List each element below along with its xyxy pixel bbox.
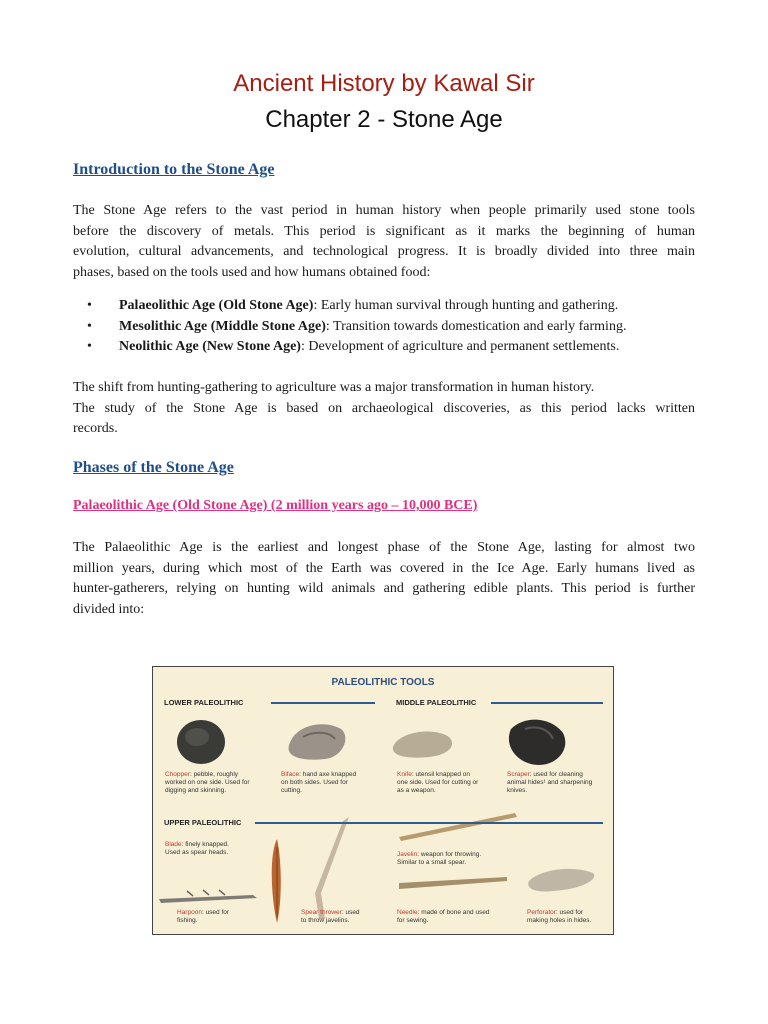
upper-rule <box>255 822 603 824</box>
knife-caption: Knife: utensil knapped on one side. Used for cutting or as a weapon. <box>397 771 479 794</box>
text-line: The Palaeolithic Age is the earliest and longest phase of the Stone Age, lasting for almost two <box>73 540 695 555</box>
biface-image <box>289 724 346 759</box>
text-line: The study of the Stone Age is based on archaeological discoveries, as this period lacks written <box>73 400 695 416</box>
harpoon-image <box>159 895 257 903</box>
upper-paleolithic-label: UPPER PALEOLITHIC <box>164 818 242 827</box>
lower-rule <box>271 702 375 704</box>
text-line: divided into: <box>73 601 145 617</box>
list-item-text: : Development of agriculture and permanent settlements. <box>300 339 620 354</box>
list-item-text: : Early human survival through hunting and gathering. <box>313 298 619 313</box>
list-item: • Palaeolithic Age (Old Stone Age): Early human survival through hunting and gathering. <box>87 298 619 313</box>
middle-paleolithic-label: MIDDLE PALEOLITHIC <box>396 698 477 707</box>
text-line: evolution, cultural advancements, and technological progress. It is broadly divided into three main <box>73 244 695 259</box>
intro-paragraph <box>73 201 695 283</box>
phases-heading: Phases of the Stone Age <box>73 459 234 476</box>
intro-heading: Introduction to the Stone Age <box>73 161 275 178</box>
spear-thrower-image <box>315 817 349 919</box>
palaeolithic-paragraph <box>73 538 695 620</box>
scraper-caption: Scraper: used for cleaning animal hides¹ and sharpening knives. <box>507 771 593 794</box>
chopper-caption: Chopper: pebble, roughly worked on one side. Used for digging and skinning. <box>165 771 250 794</box>
list-item-term: Mesolithic Age (Middle Stone Age) <box>119 318 326 334</box>
text-line: phases, based on the tools used and how humans obtained food: <box>73 264 431 280</box>
knife-image <box>393 732 452 758</box>
phase-list <box>73 296 695 358</box>
blade-caption: Blade: finely knapped. Used as spear heads. <box>165 841 229 856</box>
harpoon-caption: Harpoon: used for fishing. <box>177 909 230 924</box>
palaeolithic-heading: Palaeolithic Age (Old Stone Age) (2 million years ago – 10,000 BCE) <box>73 498 478 513</box>
spear-thrower-caption: Spear thrower: used to throw javelins. <box>301 909 360 924</box>
text-line: The Stone Age refers to the vast period in human history when people primarily used stone tools <box>73 203 695 218</box>
figure-title: PALEOLITHIC TOOLS <box>331 677 435 688</box>
text-line: records. <box>73 421 118 436</box>
text-line: before the discovery of metals. This period is significant as it marks the beginning of human <box>73 223 695 239</box>
tools-illustration <box>153 667 613 934</box>
text-line: hunter-gatherers, relying on hunting wild animals and gathering edible plants. This period is further <box>73 581 695 596</box>
list-item-text: : Transition towards domestication and early farming. <box>325 318 627 334</box>
list-item: • Neolithic Age (New Stone Age): Development of agriculture and permanent settlements. <box>87 339 620 354</box>
text-line: million years, during which most of the Earth was covered in the Ice Age. Early humans lived as <box>73 560 695 576</box>
middle-rule <box>491 702 603 704</box>
list-item-term: Palaeolithic Age (Old Stone Age) <box>119 298 314 313</box>
document-title: Ancient History by Kawal Sir <box>233 70 535 97</box>
list-item: • Mesolithic Age (Middle Stone Age): Transition towards domestication and early farming. <box>87 318 627 334</box>
javelin-image <box>399 813 517 841</box>
list-item-term: Neolithic Age (New Stone Age) <box>119 339 301 354</box>
text-line: The shift from hunting-gathering to agriculture was a major transformation in human history. <box>73 380 595 395</box>
lower-paleolithic-label: LOWER PALEOLITHIC <box>164 698 244 707</box>
needle-caption: Needle: made of bone and used for sewing. <box>397 909 490 924</box>
blade-image <box>272 839 281 923</box>
needle-image <box>399 877 507 889</box>
perforator-image <box>528 869 594 892</box>
javelin-caption: Javelin: weapon for throwing. Similar to a small spear. <box>397 851 482 866</box>
chapter-title: Chapter 2 - Stone Age <box>265 106 503 133</box>
biface-caption: Biface: hand axe knapped on both sides. Used for cutting. <box>281 771 357 794</box>
perforator-caption: Perforator: used for making holes in hides. <box>527 909 592 924</box>
shift-paragraph <box>73 378 695 440</box>
scraper-image <box>509 720 565 765</box>
paleolithic-tools-figure <box>152 666 614 935</box>
